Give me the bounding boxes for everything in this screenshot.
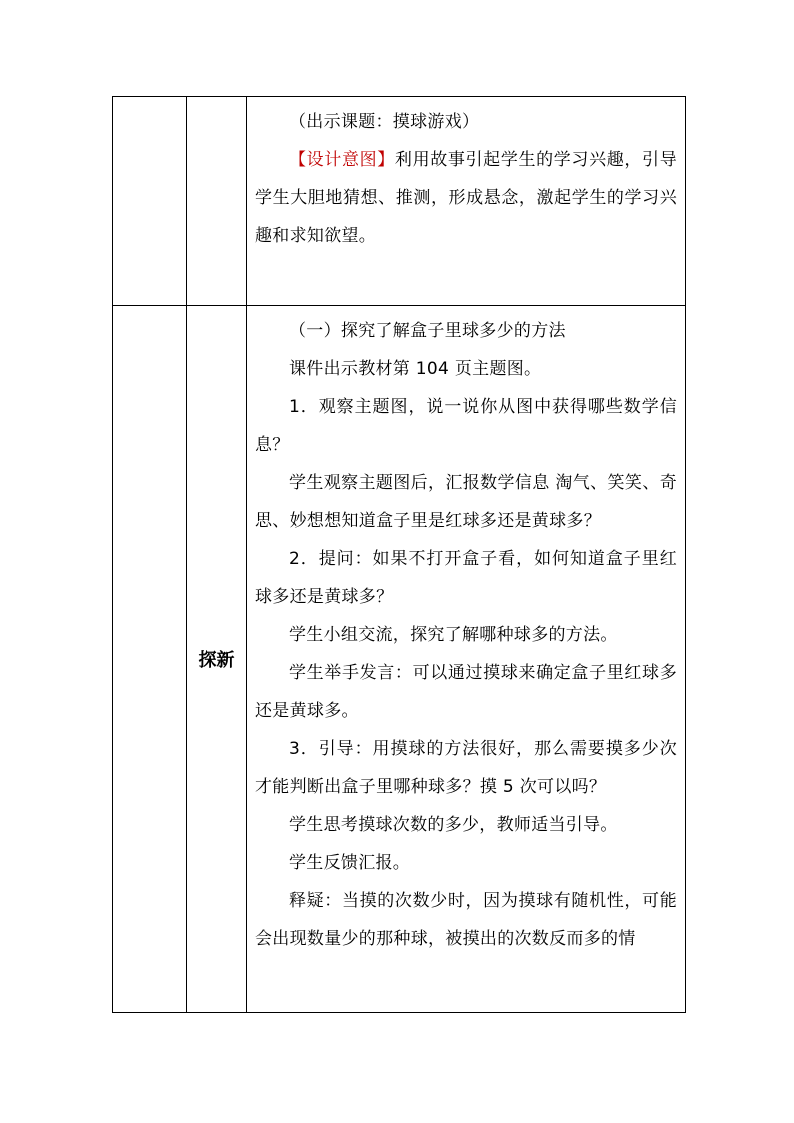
paragraph: 2．提问：如果不打开盒子看，如何知道盒子里红球多还是黄球多？ xyxy=(255,549,677,607)
design-intent-text: 利用故事引起学生的学习兴趣，引导学生大胆地猜想、推测，形成悬念，激起学生的学习兴趣和求知欲望。 xyxy=(255,150,677,246)
paragraph: 学生观察主题图后，汇报数学信息 淘气、笑笑、奇思、妙想想知道盒子里是红球多还是黄球多？ xyxy=(255,473,677,531)
blank-cell xyxy=(113,97,187,306)
content-cell xyxy=(247,97,686,306)
stage-cell xyxy=(187,306,247,1013)
paragraph: 释疑：当摸的次数少时，因为摸球有随机性，可能会出现数量少的那种球，被摸出的次数反而多的情 xyxy=(255,891,677,949)
paragraph: 课件出示教材第 104 页主题图。 xyxy=(289,359,542,379)
paragraph-design-intent xyxy=(255,141,677,255)
lesson-plan-table xyxy=(112,96,686,1013)
paragraph: （一）探究了解盒子里球多少的方法 xyxy=(289,321,566,341)
table-row xyxy=(113,97,686,306)
paragraph: 3．引导：用摸球的方法很好，那么需要摸多少次才能判断出盒子里哪种球多？摸 5 次可以吗？ xyxy=(255,739,677,797)
blank-cell xyxy=(113,306,187,1013)
paragraph: 学生小组交流，探究了解哪种球多的方法。 xyxy=(289,625,618,645)
stage-cell xyxy=(187,97,247,306)
paragraph: 1．观察主题图，说一说你从图中获得哪些数学信息？ xyxy=(255,397,677,455)
content-cell xyxy=(247,306,686,1013)
table-row xyxy=(113,306,686,1013)
paragraph: 学生反馈汇报。 xyxy=(289,853,411,873)
stage-label: 探新 xyxy=(198,650,235,671)
paragraph: 学生举手发言：可以通过摸球来确定盒子里红球多还是黄球多。 xyxy=(255,663,677,721)
paragraph-topic: （出示课题：摸球游戏） xyxy=(289,112,480,132)
design-intent-label: 【设计意图】 xyxy=(289,150,395,170)
paragraph: 学生思考摸球次数的多少，教师适当引导。 xyxy=(289,815,618,835)
